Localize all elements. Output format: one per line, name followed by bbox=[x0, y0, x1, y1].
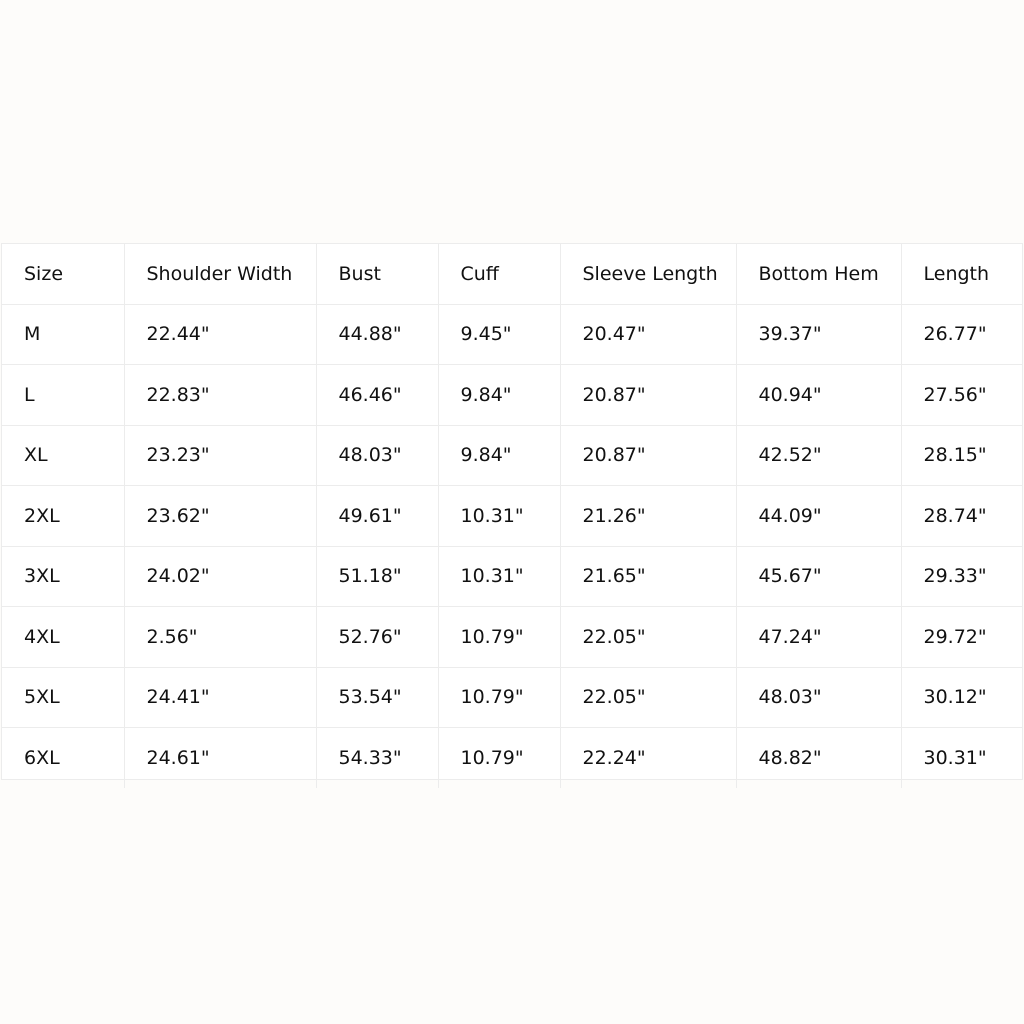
table-cell: 9.84" bbox=[438, 425, 560, 486]
table-cell: 49.61" bbox=[316, 486, 438, 547]
table-cell: 10.31" bbox=[438, 546, 560, 607]
table-cell: 28.74" bbox=[901, 486, 1022, 547]
table-cell: 52.76" bbox=[316, 607, 438, 668]
header-shoulder-width: Shoulder Width bbox=[124, 244, 316, 304]
table-cell: 24.02" bbox=[124, 546, 316, 607]
table-cell: 51.18" bbox=[316, 546, 438, 607]
table-cell: 20.87" bbox=[560, 425, 736, 486]
header-length: Length bbox=[901, 244, 1022, 304]
table-cell: 10.31" bbox=[438, 486, 560, 547]
table-row bbox=[2, 425, 1022, 486]
table-cell: 20.87" bbox=[560, 365, 736, 426]
table-cell: 22.44" bbox=[124, 304, 316, 365]
table-row bbox=[2, 304, 1022, 365]
header-size: Size bbox=[2, 244, 124, 304]
table-row bbox=[2, 607, 1022, 668]
header-cuff: Cuff bbox=[438, 244, 560, 304]
table-cell: 30.31" bbox=[923, 746, 987, 769]
table-cell: 28.15" bbox=[901, 425, 1022, 486]
table-cell: 10.79" bbox=[438, 667, 560, 728]
table-cell: 39.37" bbox=[736, 304, 901, 365]
table-cell: 44.88" bbox=[316, 304, 438, 365]
table-cell: 22.83" bbox=[124, 365, 316, 426]
table-cell: 3XL bbox=[2, 546, 124, 607]
table-cell: 27.56" bbox=[901, 365, 1022, 426]
table-cell: 46.46" bbox=[316, 365, 438, 426]
table-header-row bbox=[2, 244, 1022, 304]
table-cell: 30.12" bbox=[901, 667, 1022, 728]
table-cell: 48.03" bbox=[736, 667, 901, 728]
table-cell: 53.54" bbox=[316, 667, 438, 728]
table-cell: L bbox=[2, 365, 124, 426]
table-cell: 26.77" bbox=[901, 304, 1022, 365]
table-row bbox=[2, 365, 1022, 426]
table-cell: 2XL bbox=[2, 486, 124, 547]
table-cell: 22.24" bbox=[560, 728, 736, 788]
table-cell: 6XL bbox=[2, 728, 124, 788]
table-cell: 24.61" bbox=[124, 728, 316, 788]
table-cell: 47.24" bbox=[736, 607, 901, 668]
table-cell: 42.52" bbox=[736, 425, 901, 486]
table-cell: 45.67" bbox=[736, 546, 901, 607]
table-cell: M bbox=[2, 304, 124, 365]
table-cell: 20.47" bbox=[560, 304, 736, 365]
table-cell: 22.05" bbox=[560, 607, 736, 668]
table-row bbox=[2, 486, 1022, 547]
table-cell: 21.65" bbox=[560, 546, 736, 607]
table-cell: 22.05" bbox=[560, 667, 736, 728]
header-sleeve-length: Sleeve Length bbox=[560, 244, 736, 304]
table-row bbox=[2, 546, 1022, 607]
table-cell: 23.62" bbox=[124, 486, 316, 547]
header-bottom-hem: Bottom Hem bbox=[736, 244, 901, 304]
table-cell: 21.26" bbox=[560, 486, 736, 547]
table-cell: 48.82" bbox=[736, 728, 901, 788]
table-cell: 5XL bbox=[2, 667, 124, 728]
table-cell: 54.33" bbox=[316, 728, 438, 788]
table-cell: 10.79" bbox=[438, 607, 560, 668]
table-row bbox=[2, 667, 1022, 728]
table-cell: XL bbox=[2, 425, 124, 486]
table-row bbox=[2, 728, 1022, 788]
size-chart-table-container bbox=[1, 243, 1023, 780]
table-cell: 40.94" bbox=[736, 365, 901, 426]
table-cell: 29.72" bbox=[901, 607, 1022, 668]
table-cell: 9.45" bbox=[438, 304, 560, 365]
table-cell: 23.23" bbox=[124, 425, 316, 486]
header-bust: Bust bbox=[316, 244, 438, 304]
table-cell: 4XL bbox=[2, 607, 124, 668]
table-cell: 10.79" bbox=[438, 728, 560, 788]
table-cell: 29.33" bbox=[901, 546, 1022, 607]
table-cell: 48.03" bbox=[316, 425, 438, 486]
table-cell: 9.84" bbox=[438, 365, 560, 426]
table-cell: 24.41" bbox=[124, 667, 316, 728]
size-chart-table bbox=[2, 244, 1022, 788]
table-cell: 44.09" bbox=[736, 486, 901, 547]
table-cell: 2.56" bbox=[124, 607, 316, 668]
